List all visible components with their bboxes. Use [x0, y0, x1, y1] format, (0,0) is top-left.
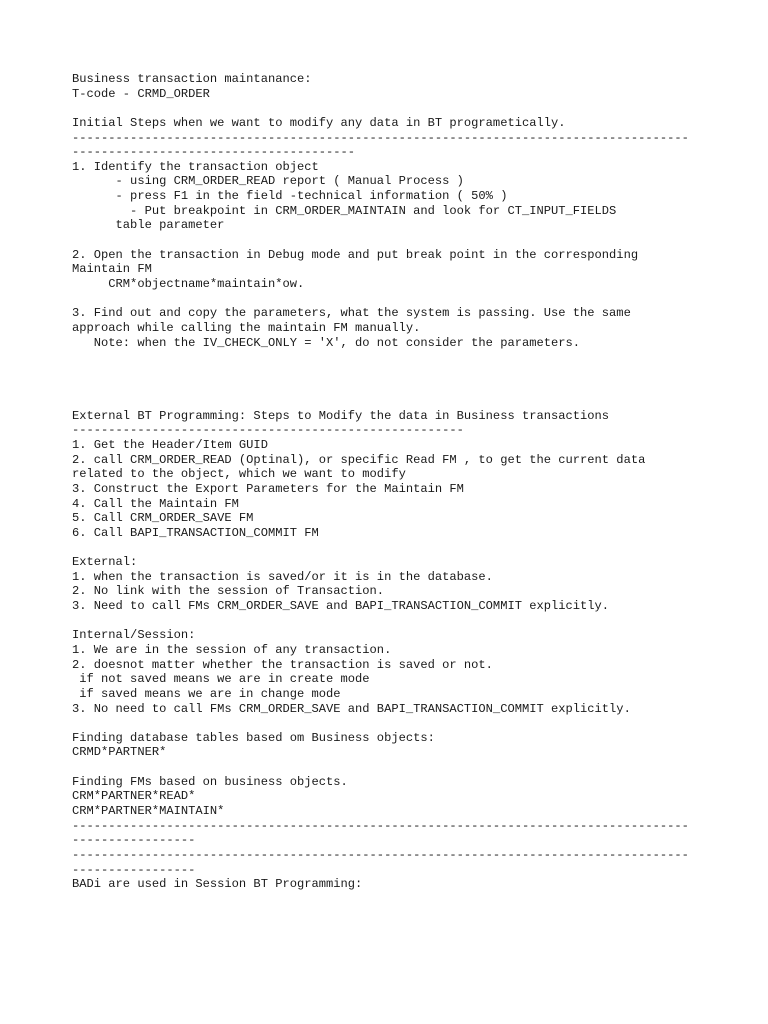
text-line: 1. when the transaction is saved/or it is in the database. — [72, 569, 493, 584]
text-line: 2. doesnot matter whether the transaction is saved or not. — [72, 657, 493, 672]
text-line — [72, 292, 712, 307]
text-line: 3. Construct the Export Parameters for the Maintain FM — [72, 481, 464, 496]
text-line — [72, 394, 712, 409]
text-line: ----------------- — [72, 862, 196, 877]
text-line — [72, 233, 712, 248]
text-line — [72, 350, 712, 365]
text-line: ------------------------------------------------------ — [72, 423, 464, 438]
text-line — [72, 379, 712, 394]
text-line: Finding database tables based om Business objects: — [72, 730, 435, 745]
text-line: Finding FMs based on business objects. — [72, 774, 348, 789]
text-line: T-code - CRMD_ORDER — [72, 86, 210, 101]
text-line: 3. No need to call FMs CRM_ORDER_SAVE and BAPI_TRANSACTION_COMMIT explicitly. — [72, 701, 631, 716]
text-line: Business transaction maintanance: — [72, 72, 312, 86]
text-line: 3. Need to call FMs CRM_ORDER_SAVE and BAPI_TRANSACTION_COMMIT explicitly. — [72, 599, 610, 614]
text-line: Internal/Session: — [72, 628, 196, 643]
text-line: 4. Call the Maintain FM — [72, 496, 239, 511]
text-line: approach while calling the maintain FM manually. — [72, 320, 421, 335]
text-line: 6. Call BAPI_TRANSACTION_COMMIT FM — [72, 525, 319, 540]
text-line: - using CRM_ORDER_READ report ( Manual Process ) — [72, 174, 464, 189]
text-line: Note: when the IV_CHECK_ONLY = 'X', do not consider the parameters. — [72, 335, 581, 350]
text-line: External: — [72, 555, 138, 570]
text-line: 2. Open the transaction in Debug mode and put break point in the corresponding — [72, 247, 639, 262]
text-line: Maintain FM — [72, 262, 152, 277]
text-line: 2. No link with the session of Transaction. — [72, 584, 385, 599]
text-line: 2. call CRM_ORDER_READ (Optinal), or specific Read FM , to get the current data — [72, 452, 646, 467]
text-line: - press F1 in the field -technical information ( 50% ) — [72, 189, 508, 204]
text-line — [72, 760, 712, 775]
text-line — [72, 614, 712, 629]
text-line: Initial Steps when we want to modify any data in BT programetically. — [72, 115, 566, 130]
document-body — [72, 72, 712, 892]
text-line: 5. Call CRM_ORDER_SAVE FM — [72, 511, 254, 526]
text-line: 3. Find out and copy the parameters, what the system is passing. Use the same — [72, 306, 631, 321]
text-line: CRM*objectname*maintain*ow. — [72, 276, 305, 291]
text-line: BADi are used in Session BT Programming: — [72, 877, 363, 892]
text-line: 1. Get the Header/Item GUID — [72, 438, 268, 453]
text-line: if saved means we are in change mode — [72, 686, 341, 701]
text-line: CRMD*PARTNER* — [72, 745, 167, 760]
text-line: External BT Programming: Steps to Modify the data in Business transactions — [72, 408, 610, 423]
text-line: related to the object, which we want to modify — [72, 467, 406, 482]
text-line: --------------------------------------- — [72, 145, 356, 160]
text-line: - Put breakpoint in CRM_ORDER_MAINTAIN and look for CT_INPUT_FIELDS — [72, 203, 617, 218]
text-line: ------------------------------------------------------------------------------------- — [72, 847, 689, 862]
text-line — [72, 541, 712, 556]
text-line: ------------------------------------------------------------------------------------- — [72, 818, 689, 833]
text-line — [72, 365, 712, 380]
text-line — [72, 101, 712, 116]
text-line: table parameter — [72, 218, 225, 233]
text-line: CRM*PARTNER*MAINTAIN* — [72, 804, 225, 819]
text-line: ------------------------------------------------------------------------------------- — [72, 130, 689, 145]
text-line: if not saved means we are in create mode — [72, 672, 370, 687]
text-line — [72, 716, 712, 731]
text-line: CRM*PARTNER*READ* — [72, 789, 196, 804]
text-line: 1. Identify the transaction object — [72, 159, 319, 174]
text-line: ----------------- — [72, 833, 196, 848]
text-line: 1. We are in the session of any transaction. — [72, 642, 392, 657]
